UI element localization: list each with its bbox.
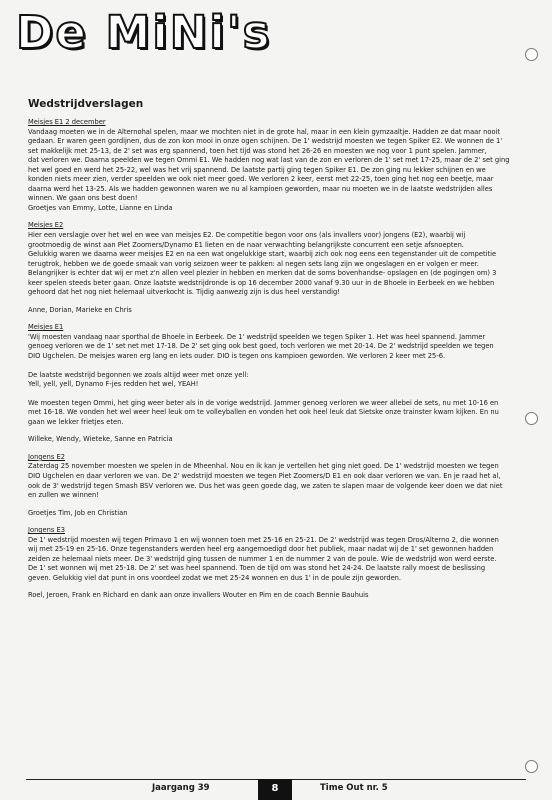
report-line: gehoord dat het nog niet helemaal uitverkocht is. Tijdig aanwezig zijn is dus heel verstandig! bbox=[28, 288, 340, 297]
report-line: De laatste wedstrijd begonnen we zoals altijd weer met onze yell: bbox=[28, 370, 249, 379]
footer-volume: Jaargang 39 bbox=[152, 783, 210, 793]
report-line: genoeg verloren we de 1' set net met 17-18. De 2' set ging ook best goed, toch verloren we met 20-14. De 2' wedstrijd speelden we tegen bbox=[28, 342, 494, 351]
report-line: Vandaag moeten we in de Alternohal spelen, maar we mochten niet in de grote hal, maar in een klein gymzaaltje. Hadden ze dat maar nooit bbox=[28, 127, 501, 136]
report-line: en zullen we winnen! bbox=[28, 491, 99, 500]
report-line: Hier een verslagje over het wel en wee van meisjes E2. De competitie begon voor ons (als invallers voor) jongens (E2), waarbij wij bbox=[28, 231, 466, 240]
report-line: winnen. We gaan ons best doen! bbox=[28, 194, 138, 203]
report-line: Groetjes van Emmy, Lotte, Lianne en Linda bbox=[28, 203, 173, 212]
article-body bbox=[28, 118, 530, 609]
report-line: geven. Gelukkig viel dat punt in ons voordeel zodat we met 25-24 wonnen en dus 1' in de poule zijn geworden. bbox=[28, 573, 402, 582]
report-line: terugtrok, hebben we de goede smaak van vorig seizoen weer te pakken: al negen sets lang zijn we ongeslagen en er volgen er meer. bbox=[28, 259, 479, 268]
report-signature: Groetjes Tim, Job en Christian bbox=[28, 508, 128, 517]
report-line: grootmoedig de winst aan Piet Zoomers/Dynamo E1 lieten en de naar verwachting belangrijkste concurrent een setje afsnoepten. bbox=[28, 240, 464, 249]
report-line: wij met 25-19 en 25-16. Onze tegenstanders werden heel erg aangemoedigd door het publiek, maar nadat wij de 1' set gewonnen hadden bbox=[28, 545, 494, 554]
report-title: Meisjes E1 bbox=[28, 323, 64, 332]
report-line: set makkelijk met 25-13, de 2' set was erg spannend, toen het tijd was stond het 26-26 en moesten we nog voor 1 punt spelen. Jammer, bbox=[28, 146, 487, 155]
section-heading: Wedstrijdverslagen bbox=[28, 98, 144, 110]
report-line: met 16-18. We vonden het wel weer heel leuk om te volleyballen en vonden het ook heel leuk dat Sietske onze trainster kwam kijken. En nu bbox=[28, 408, 499, 417]
report-line: Gelukkig waren we daarna weer meisjes E2 en na een wat ongelukkige start, waarbij zich ook nog eens een tegenstander uit de competitie bbox=[28, 250, 497, 259]
report-line: ook de 3' wedstrijd tegen Smash BSV verloren we. Dus het was geen goede dag, we zaten te slapen maar de volgende keer doen we dat niet bbox=[28, 481, 503, 490]
report-section bbox=[28, 526, 530, 583]
report-title: Meisjes E1 2 december bbox=[28, 118, 106, 126]
report-signature: Anne, Dorian, Marieke en Chris bbox=[28, 305, 132, 314]
report-signature: Roel, Jeroen, Frank en Richard en dank aan onze invallers Wouter en Pim en de coach Bennie Bauhuis bbox=[28, 591, 369, 600]
binder-hole bbox=[525, 48, 538, 61]
report-line: zeiden ze helemaal niets meer. De 3' wedstrijd ging tussen de nummer 1 en de nummer 2 van de poule. Wie de wedstrijd won werd eerste. bbox=[28, 554, 497, 563]
report-line: dat verloren we. Daarna speelden we tegen Ommi E1. We hadden nog wat last van de zon en verloren de 1' set met 17-25, maar de 2' set ging bbox=[28, 156, 510, 165]
report-line: gedaan. Er waren geen gordijnen, dus de zon kon mooi in onze ogen schijnen. De 1' wedstrijd moesten we tegen Spiker E2. We wonnen de 1' bbox=[28, 137, 503, 146]
report-section bbox=[28, 118, 530, 213]
report-line: het wel goed en werd het 25-22, wel was het vrij spannend. De laatste partij ging tegen Spiker E1. De zon ging nu lekker schijnen en we bbox=[28, 165, 486, 174]
footer-issue: Time Out nr. 5 bbox=[320, 783, 388, 793]
report-line: gaan we lekker frietjes eten. bbox=[28, 417, 124, 426]
report-signature: Willeke, Wendy, Wieteke, Sanne en Patricia bbox=[28, 435, 173, 444]
report-line bbox=[28, 362, 530, 371]
report-line: keer spelen steeds beter gaan. Onze laatste wedstrijdronde is op 16 december 2000 vanaf 9.30 uur in de Bhoele in Eerbeek en we hebben bbox=[28, 278, 495, 287]
page-number: 8 bbox=[258, 779, 292, 800]
report-line: DIO Ugchelen. De meisjes waren erg lang en iets ouder. DIO is tegen ons kampioen geworden. We verloren 2 keer met 25-6. bbox=[28, 352, 446, 361]
report-line: We moesten tegen Ommi, het ging weer beter als in de vorige wedstrijd. Jammer genoeg verloren we weer allebei de sets, nu met 10-16 en bbox=[28, 398, 499, 407]
report-title: Jongens E3 bbox=[28, 526, 65, 535]
report-line: De 1' set wonnen wij met 25-18. De 2' set was heel spannend. Toen de tijd om was stond het 24-24. De laatste rally moest de beslissing bbox=[28, 564, 486, 573]
report-line bbox=[28, 390, 530, 399]
report-title: Jongens E2 bbox=[28, 452, 65, 461]
report-line: Yell, yell, yell, Dynamo F-jes redden het wel, YEAH! bbox=[28, 380, 199, 389]
page-title: De MiNi's bbox=[16, 6, 272, 59]
report-line: Zaterdag 25 november moesten we spelen in de Mheenhal. Nou en ik kan je vertellen het ging niet goed. De 1' wedstrijd moesten we tegen bbox=[28, 462, 499, 471]
report-line: DIO Ugchelen en daar verloren we van. De 2' wedstrijd moesten we tegen Piet Zoomers/D E1 en ook daar verloren we van. En je raad het al, bbox=[28, 471, 501, 480]
report-line: konden niets meer zien, verder speelden we ook niet meer goed. We verloren 2 keer, eerst met 22-25, toen ging het nog een beetje, maar bbox=[28, 175, 494, 184]
binder-hole bbox=[525, 760, 538, 773]
report-section bbox=[28, 323, 530, 427]
report-section bbox=[28, 453, 530, 501]
report-section bbox=[28, 221, 530, 297]
report-line: 'Wij moesten vandaag naar sporthal de Bhoele in Eerbeek. De 1' wedstrijd speelden we tegen Spiker 1. Het was heel spannend. Jammer bbox=[28, 332, 486, 341]
report-line: daarna werd het 13-25. Als we hadden gewonnen waren we nu al kampioen geworden, maar nu moeten we in de laatste wedstrijden alles bbox=[28, 184, 493, 193]
report-line: De 1' wedstrijd moesten wij tegen Primavo 1 en wij wonnen toen met 25-16 en 25-21. De 2' wedstrijd was tegen Dros/Alterno 2, die wonnen bbox=[28, 535, 499, 544]
report-title: Meisjes E2 bbox=[28, 221, 64, 230]
report-line: Belangrijker is echter dat wij er met z'n allen veel plezier in hebben en merken dat de soms bovenhandse- opslagen en (de pogingen om) 3 bbox=[28, 269, 497, 278]
